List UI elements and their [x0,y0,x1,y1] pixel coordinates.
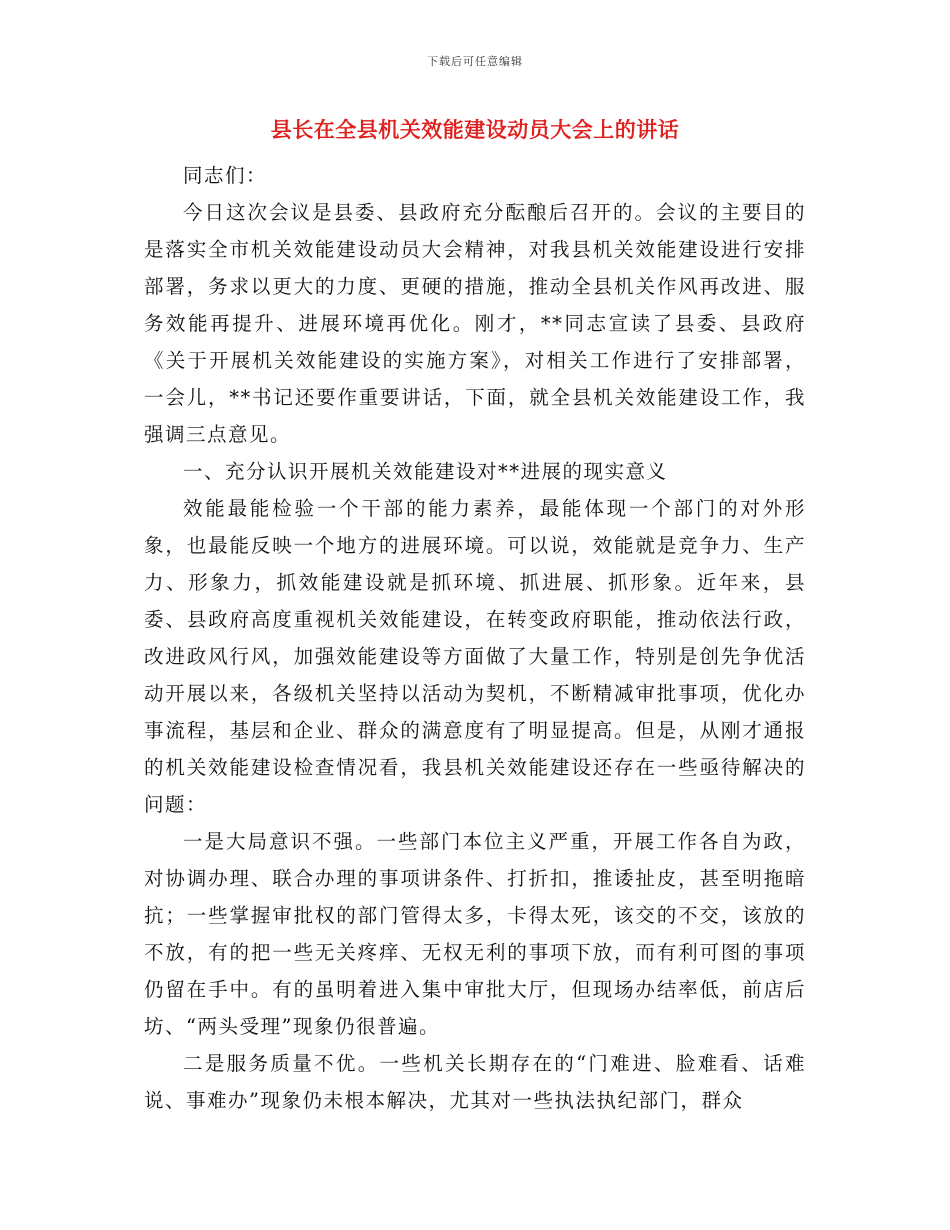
salutation: 同志们： [183,164,268,187]
section-heading-1: 一、充分认识开展机关效能建设对**进展的现实意义 [183,460,668,483]
paragraph-problem-1: 一是大局意识不强。一些部门本位主义严重，开展工作各自为政，对协调办理、联合办理的事项讲条件、打折扣，推诿扯皮，甚至明拖暗抗；一些掌握审批权的部门管得太多，卡得太死，该交的不交，该放的不放，有的把一些无关疼痒、无权无利的事项下放，而有利可图的事项仍留在手中。有的虽明着进入集中审批大厅，但现场办结率低，前店后坊、“两头受理”现象仍很普遍。 [144,830,806,1038]
paragraph-problem-2: 二是服务质量不优。一些机关长期存在的“门难进、脸难看、话难说、事难办”现象仍未根本解决，尤其对一些执法执纪部门，群众 [144,1052,806,1112]
paragraph-efficiency: 效能最能检验一个干部的能力素养，最能体现一个部门的对外形象，也最能反映一个地方的进展环境。可以说，效能就是竞争力、生产力、形象力，抓效能建设就是抓环境、抓进展、抓形象。近年来，县委、县政府高度重视机关效能建设，在转变政府职能，推动依法行政，改进政风行风，加强效能建设等方面做了大量工作，特别是创先争优活动开展以来，各级机关坚持以活动为契机，不断精减审批事项，优化办事流程，基层和企业、群众的满意度有了明显提高。但是，从刚才通报的机关效能建设检查情况看，我县机关效能建设还存在一些亟待解决的问题： [144,497,806,816]
header-note: 下载后可任意编辑 [427,55,523,68]
document-body [144,157,806,1119]
document-title: 县长在全县机关效能建设动员大会上的讲话 [270,118,680,142]
paragraph-intro: 今日这次会议是县委、县政府充分酝酿后召开的。会议的主要目的是落实全市机关效能建设动员大会精神，对我县机关效能建设进行安排部署，务求以更大的力度、更硬的措施，推动全县机关作风再改进、服务效能再提升、进展环境再优化。刚才，**同志宣读了县委、县政府《关于开展机关效能建设的实施方案》，对相关工作进行了安排部署，一会儿，**书记还要作重要讲话，下面，就全县机关效能建设工作，我强调三点意见。 [144,201,806,446]
